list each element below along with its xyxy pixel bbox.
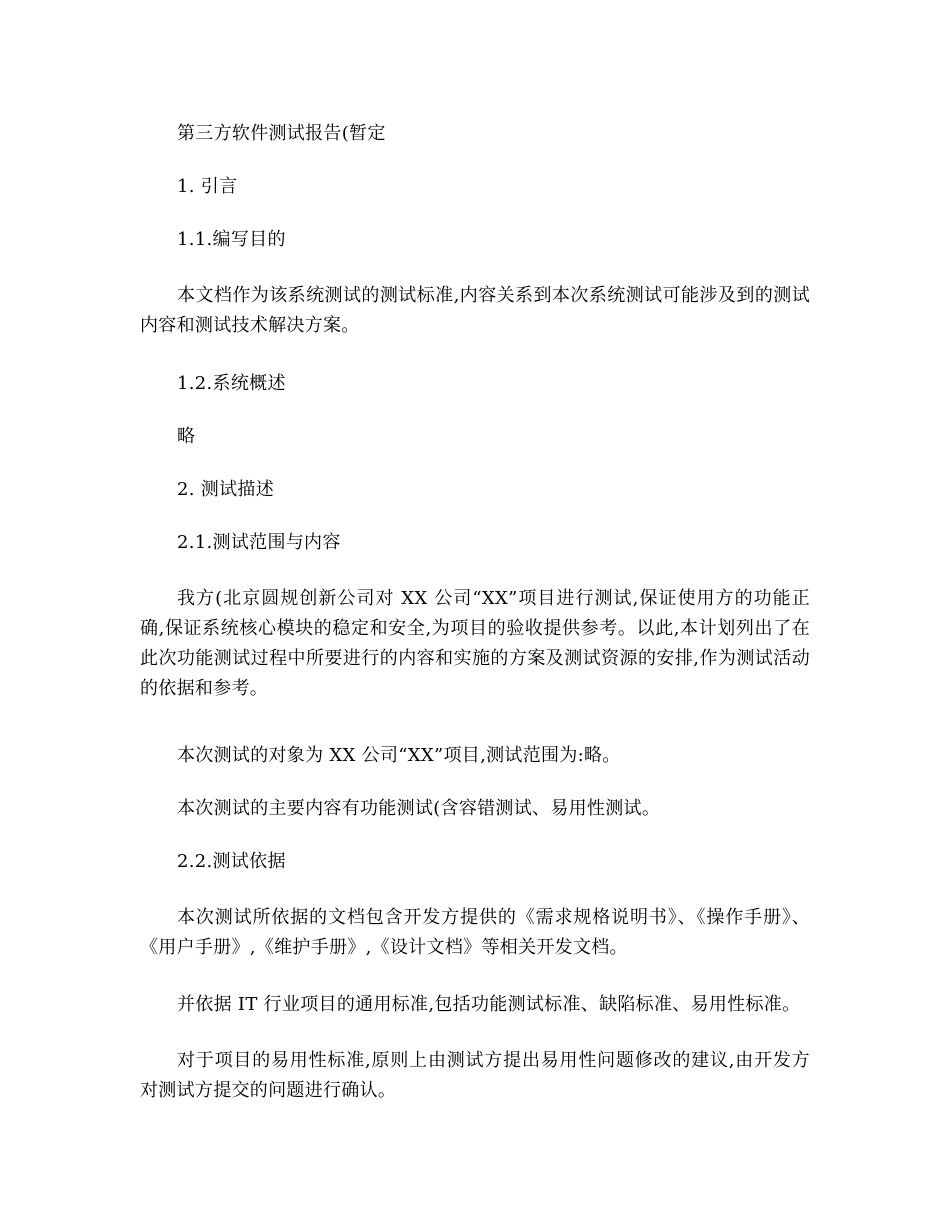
section-heading-2-1: 2.1.测试范围与内容 (177, 532, 341, 553)
paragraph-2-1-content: 本次测试的主要内容有功能测试(含容错测试、易用性测试。 (177, 798, 661, 819)
paragraph-2-2-standards: 并依据 IT 行业项目的通用标准,包括功能测试标准、缺陷标准、易用性标准。 (177, 994, 801, 1015)
section-heading-2: 2. 测试描述 (177, 479, 274, 500)
section-heading-2-2: 2.2.测试依据 (177, 851, 286, 872)
paragraph-1-2: 略 (177, 426, 196, 447)
section-heading-1-2: 1.2.系统概述 (177, 373, 286, 394)
paragraph-2-1-object: 本次测试的对象为 XX 公司“XX”项目,测试范围为:略。 (177, 745, 621, 766)
paragraph-2-2-usability: 对于项目的易用性标准,原则上由测试方提出易用性问题修改的建议,由开发方对测试方提交的问题进行确认。 (140, 1050, 810, 1101)
paragraph-2-1-scope: 我方(北京圆规创新公司对 XX 公司“XX”项目进行测试,保证使用方的功能正确,保证系统核心模块的稳定和安全,为项目的验收提供参考。以此,本计划列出了在此次功能测试过程中所要进行的内容和实施的方案及测试资源的安排,作为测试活动的依据和参考。 (140, 588, 810, 699)
section-heading-1: 1. 引言 (177, 176, 238, 197)
paragraph-1-1: 本文档作为该系统测试的测试标准,内容关系到本次系统测试可能涉及到的测试内容和测试技术解决方案。 (140, 285, 810, 336)
paragraph-2-2-documents: 本次测试所依据的文档包含开发方提供的《需求规格说明书》、《操作手册》、《用户手册》,《维护手册》,《设计文档》等相关开发文档。 (140, 907, 810, 958)
section-heading-1-1: 1.1.编写目的 (177, 229, 286, 250)
document-title: 第三方软件测试报告(暂定 (177, 123, 386, 144)
